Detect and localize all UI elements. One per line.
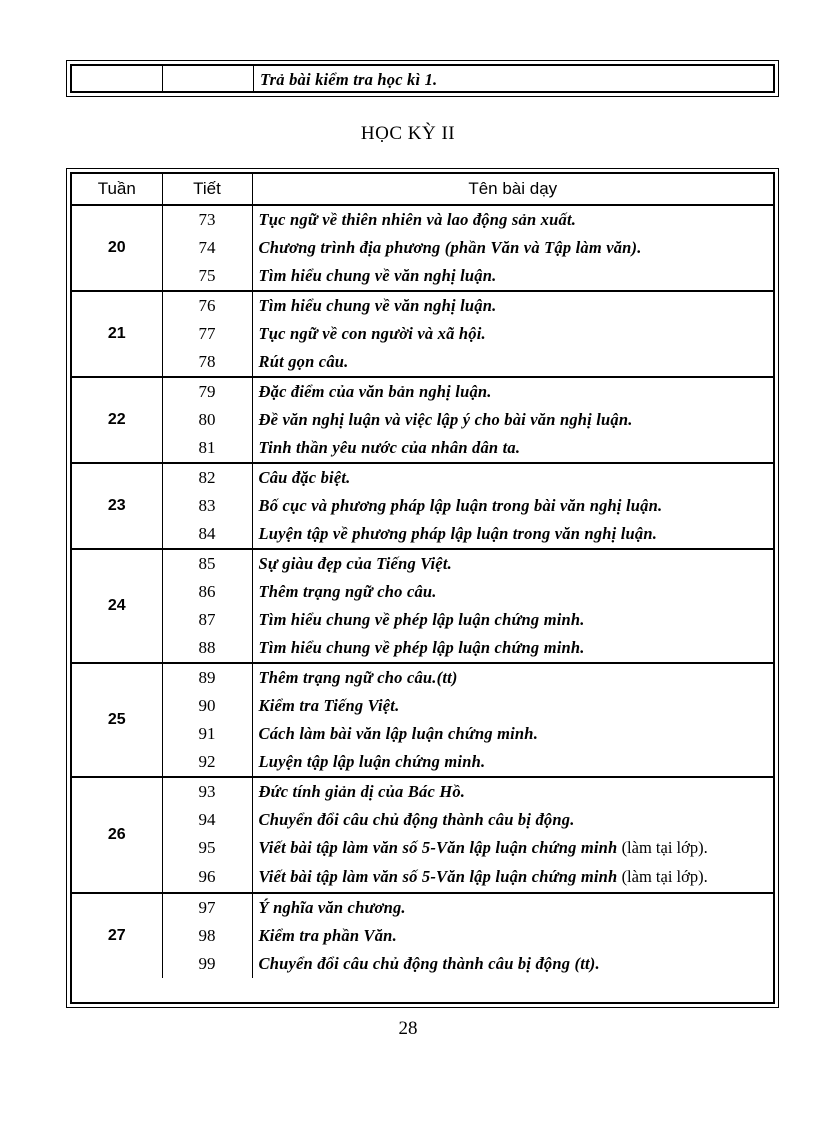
- table-row: [72, 748, 773, 777]
- lesson-cell: [252, 234, 773, 262]
- week-number: 24: [72, 549, 162, 663]
- lesson-title: Tục ngữ về con người và xã hội.: [258, 324, 486, 343]
- header-week: Tuần: [72, 174, 162, 205]
- table-row: [72, 634, 773, 663]
- period-number: 99: [162, 950, 252, 978]
- lesson-title: Tìm hiểu chung về phép lập luận chứng minh.: [258, 638, 585, 657]
- week-cell: [72, 66, 163, 91]
- table-header-row: [72, 174, 773, 205]
- table-row: [72, 377, 773, 406]
- period-number: 90: [162, 692, 252, 720]
- lesson-title: Tìm hiểu chung về văn nghị luận.: [258, 266, 497, 285]
- header-period: Tiết: [162, 174, 252, 205]
- lesson-cell: [252, 205, 773, 234]
- lesson-title: Tục ngữ về thiên nhiên và lao động sản xuất.: [258, 210, 577, 229]
- lesson-cell: [252, 692, 773, 720]
- period-cell: [163, 66, 254, 91]
- lesson-cell: [252, 720, 773, 748]
- period-number: 85: [162, 549, 252, 578]
- table-row: [72, 663, 773, 692]
- period-number: 97: [162, 893, 252, 922]
- period-number: 92: [162, 748, 252, 777]
- table-row: [72, 520, 773, 549]
- table-row: [72, 291, 773, 320]
- lesson-title: Đặc điểm của văn bản nghị luận.: [258, 382, 492, 401]
- week-number: 27: [72, 893, 162, 978]
- period-number: 73: [162, 205, 252, 234]
- table-row: [72, 922, 773, 950]
- week-number: 20: [72, 205, 162, 291]
- period-number: 75: [162, 262, 252, 291]
- period-number: 94: [162, 806, 252, 834]
- lesson-cell: [252, 806, 773, 834]
- period-number: 83: [162, 492, 252, 520]
- week-number: 26: [72, 777, 162, 893]
- page-number: 28: [398, 1018, 418, 1039]
- lesson-title: Ý nghĩa văn chương.: [258, 898, 406, 917]
- week-group: [72, 463, 773, 549]
- period-number: 80: [162, 406, 252, 434]
- lesson-title: Đề văn nghị luận và việc lập ý cho bài văn nghị luận.: [258, 410, 633, 429]
- lesson-cell: [252, 893, 773, 922]
- lesson-cell: [252, 578, 773, 606]
- lesson-title: Đức tính giản dị của Bác Hồ.: [258, 782, 466, 801]
- week-group: [72, 377, 773, 463]
- table-row: [72, 406, 773, 434]
- lesson-cell: [252, 748, 773, 777]
- week-number: 21: [72, 291, 162, 377]
- previous-semester-table-end: [66, 60, 779, 97]
- lesson-cell: [252, 520, 773, 549]
- lesson-cell: [252, 950, 773, 978]
- lesson-title: Luyện tập lập luận chứng minh.: [258, 752, 486, 771]
- lesson-title: Thêm trạng ngữ cho câu.(tt): [258, 668, 458, 687]
- table-row: [72, 492, 773, 520]
- header-title: Tên bài dạy: [252, 174, 773, 205]
- lesson-cell: [252, 634, 773, 663]
- period-number: 84: [162, 520, 252, 549]
- period-number: 93: [162, 777, 252, 806]
- period-number: 96: [162, 863, 252, 893]
- lesson-note: (làm tại lớp).: [617, 867, 708, 886]
- lesson-title: Kiểm tra Tiếng Việt.: [258, 696, 400, 715]
- period-number: 78: [162, 348, 252, 377]
- period-number: 76: [162, 291, 252, 320]
- table-row: [72, 606, 773, 634]
- week-number: 22: [72, 377, 162, 463]
- table-row: [72, 692, 773, 720]
- period-number: 98: [162, 922, 252, 950]
- lesson-title: Cách làm bài văn lập luận chứng minh.: [258, 724, 539, 743]
- table-row: [72, 578, 773, 606]
- period-number: 87: [162, 606, 252, 634]
- table-row: [72, 205, 773, 234]
- table-row: [72, 863, 773, 893]
- lesson-title: Bố cục và phương pháp lập luận trong bài văn nghị luận.: [258, 496, 663, 515]
- lesson-title: Viết bài tập làm văn số 5-Văn lập luận chứng minh: [258, 867, 618, 886]
- lesson-title: Chuyển đổi câu chủ động thành câu bị động.: [258, 810, 575, 829]
- week-group: [72, 549, 773, 663]
- lesson-cell: [252, 549, 773, 578]
- lesson-cell: [252, 492, 773, 520]
- lesson-title: Trả bài kiểm tra học kì 1.: [260, 70, 438, 89]
- lesson-title: Tìm hiểu chung về phép lập luận chứng minh.: [258, 610, 585, 629]
- week-group: [72, 663, 773, 777]
- period-number: 82: [162, 463, 252, 492]
- table-row: [72, 720, 773, 748]
- table-row: [72, 262, 773, 291]
- period-number: 91: [162, 720, 252, 748]
- lesson-cell: [252, 434, 773, 463]
- table-row: [72, 463, 773, 492]
- lesson-title: Chuyển đổi câu chủ động thành câu bị động (tt).: [258, 954, 600, 973]
- lesson-cell: [252, 262, 773, 291]
- lesson-title: Tìm hiểu chung về văn nghị luận.: [258, 296, 497, 315]
- lesson-title: Sự giàu đẹp của Tiếng Việt.: [258, 554, 452, 573]
- week-group: [72, 893, 773, 978]
- lesson-cell: [252, 834, 773, 863]
- lesson-cell: [252, 406, 773, 434]
- semester-title: HỌC KỲ II: [360, 123, 456, 144]
- lesson-title: Câu đặc biệt.: [258, 468, 351, 487]
- lesson-title: Rút gọn câu.: [258, 352, 349, 371]
- period-number: 77: [162, 320, 252, 348]
- table-row: [72, 348, 773, 377]
- period-number: 95: [162, 834, 252, 863]
- lesson-title: Tinh thần yêu nước của nhân dân ta.: [258, 438, 521, 457]
- period-number: 86: [162, 578, 252, 606]
- table-row: [72, 549, 773, 578]
- lesson-cell: [252, 377, 773, 406]
- lesson-cell: [252, 291, 773, 320]
- lesson-cell: [252, 663, 773, 692]
- table-row: [72, 806, 773, 834]
- table-row: [72, 234, 773, 262]
- period-number: 88: [162, 634, 252, 663]
- lesson-title: Luyện tập về phương pháp lập luận trong văn nghị luận.: [258, 524, 658, 543]
- week-group: [72, 777, 773, 893]
- table-row: [72, 320, 773, 348]
- lesson-cell: [252, 777, 773, 806]
- lesson-cell: [252, 606, 773, 634]
- schedule-table-frame: [66, 168, 779, 1008]
- week-group: [72, 205, 773, 291]
- table-row: [72, 434, 773, 463]
- lesson-cell: [252, 320, 773, 348]
- week-number: 25: [72, 663, 162, 777]
- lesson-title: Kiểm tra phần Văn.: [258, 926, 397, 945]
- table-row: [72, 777, 773, 806]
- period-number: 74: [162, 234, 252, 262]
- period-number: 79: [162, 377, 252, 406]
- period-number: 89: [162, 663, 252, 692]
- table-row: [72, 950, 773, 978]
- table-row: [72, 893, 773, 922]
- lesson-note: (làm tại lớp).: [617, 838, 708, 857]
- period-number: 81: [162, 434, 252, 463]
- lesson-title: Chương trình địa phương (phần Văn và Tập làm văn).: [258, 238, 642, 257]
- lesson-cell: [252, 863, 773, 893]
- lesson-title: Thêm trạng ngữ cho câu.: [258, 582, 437, 601]
- table-row: [72, 834, 773, 863]
- week-number: 23: [72, 463, 162, 549]
- week-group: [72, 291, 773, 377]
- lesson-title: Viết bài tập làm văn số 5-Văn lập luận chứng minh: [258, 838, 618, 857]
- schedule-table: [72, 174, 773, 978]
- lesson-cell: [252, 348, 773, 377]
- lesson-cell: [252, 922, 773, 950]
- lesson-cell: [252, 463, 773, 492]
